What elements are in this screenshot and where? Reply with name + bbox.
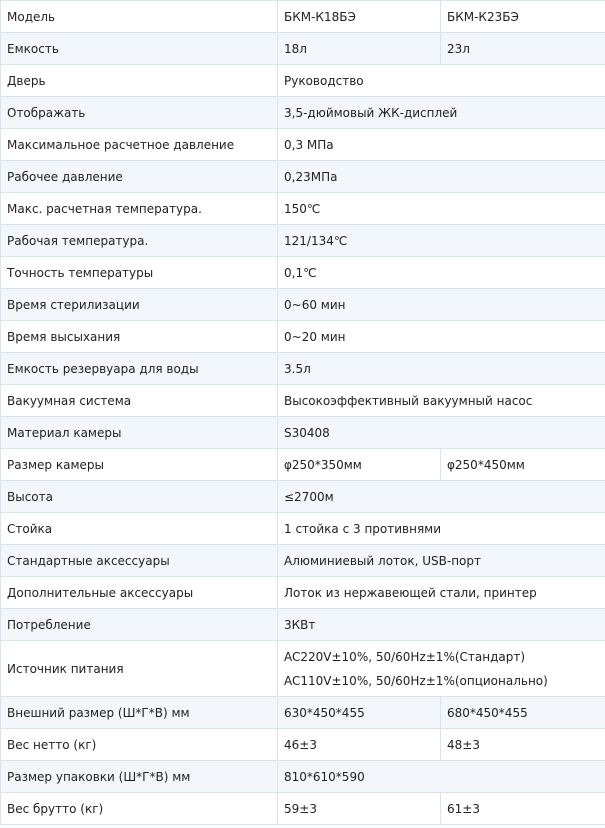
- row-value: Высокоэффективный вакуумный насос: [278, 385, 605, 417]
- row-value: 0,3 МПа: [278, 129, 605, 161]
- table-row: [1, 513, 605, 545]
- row-value: 0,1℃: [278, 257, 605, 289]
- table-row: [1, 353, 605, 385]
- table-row: [1, 609, 605, 641]
- row-value: 18л: [278, 33, 441, 65]
- row-value: 0~20 мин: [278, 321, 605, 353]
- table-row: [1, 545, 605, 577]
- table-row: [1, 577, 605, 609]
- table-row: [1, 417, 605, 449]
- table-row: [1, 761, 605, 793]
- row-value-2: 48±3: [441, 729, 605, 761]
- row-value: S30408: [278, 417, 605, 449]
- row-value-2: 23л: [441, 33, 605, 65]
- row-label: Потребление: [1, 609, 278, 641]
- row-label: Внешний размер (Ш*Г*В) мм: [1, 697, 278, 729]
- row-value: 0,23МПа: [278, 161, 605, 193]
- row-value: φ250*350мм: [278, 449, 441, 481]
- row-label: Время стерилизации: [1, 289, 278, 321]
- row-label: Емкость резервуара для воды: [1, 353, 278, 385]
- row-value: 810*610*590: [278, 761, 605, 793]
- row-value: 3КВт: [278, 609, 605, 641]
- row-label: Вес брутто (кг): [1, 793, 278, 825]
- row-value: 1 стойка с 3 противнями: [278, 513, 605, 545]
- row-label: Вакуумная система: [1, 385, 278, 417]
- row-label: Стойка: [1, 513, 278, 545]
- row-label: Отображать: [1, 97, 278, 129]
- row-value: БКМ-К18БЭ: [278, 1, 441, 33]
- row-label: Макс. расчетная температура.: [1, 193, 278, 225]
- table-row: [1, 697, 605, 729]
- row-value: 630*450*455: [278, 697, 441, 729]
- table-row: [1, 481, 605, 513]
- row-label: Модель: [1, 1, 278, 33]
- row-label: Размер камеры: [1, 449, 278, 481]
- table-row: [1, 793, 605, 825]
- row-label: Дверь: [1, 65, 278, 97]
- table-row: [1, 449, 605, 481]
- row-value: Лоток из нержавеющей стали, принтер: [278, 577, 605, 609]
- table-row: [1, 193, 605, 225]
- row-label: Максимальное расчетное давление: [1, 129, 278, 161]
- row-value: 3,5-дюймовый ЖК-дисплей: [278, 97, 605, 129]
- table-row: [1, 257, 605, 289]
- row-label: Источник питания: [1, 641, 278, 697]
- row-label: Высота: [1, 481, 278, 513]
- table-row: [1, 129, 605, 161]
- table-row: [1, 321, 605, 353]
- table-row: [1, 161, 605, 193]
- row-value: 150℃: [278, 193, 605, 225]
- row-label: Материал камеры: [1, 417, 278, 449]
- row-label: Рабочая температура.: [1, 225, 278, 257]
- row-label: Точность температуры: [1, 257, 278, 289]
- table-row: [1, 385, 605, 417]
- row-value: [278, 641, 605, 697]
- row-label: Емкость: [1, 33, 278, 65]
- row-value: Руководство: [278, 65, 605, 97]
- table-row: [1, 729, 605, 761]
- row-label: Время высыхания: [1, 321, 278, 353]
- row-label: Рабочее давление: [1, 161, 278, 193]
- table-row: [1, 225, 605, 257]
- table-row: [1, 1, 605, 33]
- power-option-optional: AC110V±10%, 50/60Hz±1%(опционально): [284, 673, 548, 688]
- table-row: [1, 65, 605, 97]
- row-value: 59±3: [278, 793, 441, 825]
- row-value: 3.5л: [278, 353, 605, 385]
- row-value: ≤2700м: [278, 481, 605, 513]
- row-value-2: 680*450*455: [441, 697, 605, 729]
- row-label: Стандартные аксессуары: [1, 545, 278, 577]
- table-row: [1, 33, 605, 65]
- row-label: Вес нетто (кг): [1, 729, 278, 761]
- power-option-standard: AC220V±10%, 50/60Hz±1%(Стандарт): [284, 649, 526, 664]
- row-label: Размер упаковки (Ш*Г*В) мм: [1, 761, 278, 793]
- table-row: [1, 641, 605, 697]
- row-value: Алюминиевый лоток, USB-порт: [278, 545, 605, 577]
- row-value: 46±3: [278, 729, 441, 761]
- row-value: 121/134℃: [278, 225, 605, 257]
- table-row: [1, 289, 605, 321]
- row-value-2: 61±3: [441, 793, 605, 825]
- row-value-2: БКМ-К23БЭ: [441, 1, 605, 33]
- row-value: 0~60 мин: [278, 289, 605, 321]
- row-value-2: φ250*450мм: [441, 449, 605, 481]
- table-row: [1, 97, 605, 129]
- row-label: Дополнительные аксессуары: [1, 577, 278, 609]
